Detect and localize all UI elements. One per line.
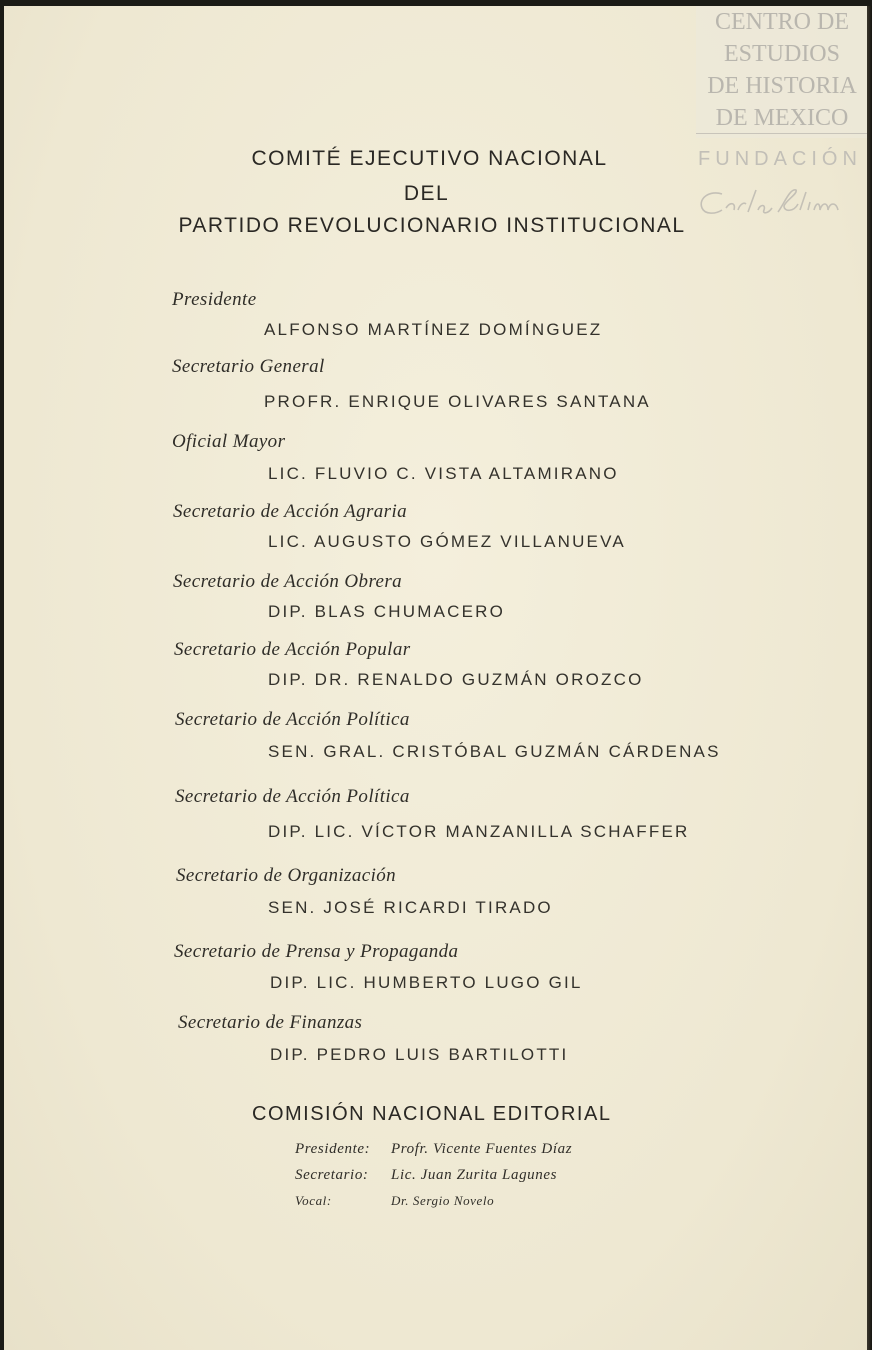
member-name: DIP. LIC. VÍCTOR MANZANILLA SCHAFFER <box>268 822 690 841</box>
watermark-line: DE HISTORIA <box>707 73 857 99</box>
role-label: Oficial Mayor <box>172 431 286 452</box>
watermark-line: CENTRO DE <box>715 9 849 35</box>
archive-watermark <box>696 6 868 138</box>
role-label: Secretario de Acción Popular <box>174 639 411 660</box>
member-name: DIP. DR. RENALDO GUZMÁN OROZCO <box>268 670 644 689</box>
editorial-heading: COMISIÓN NACIONAL EDITORIAL <box>252 1103 612 1125</box>
watermark-foundation: FUNDACIÓN <box>698 148 862 170</box>
editorial-row <box>295 1167 557 1184</box>
editorial-member: Dr. Sergio Novelo <box>391 1193 495 1208</box>
member-name: SEN. JOSÉ RICARDI TIRADO <box>268 898 553 917</box>
role-label: Secretario General <box>172 356 325 377</box>
member-name: SEN. GRAL. CRISTÓBAL GUZMÁN CÁRDENAS <box>268 742 721 761</box>
watermark-line: ESTUDIOS <box>723 41 840 67</box>
watermark-divider <box>696 133 868 134</box>
member-name: LIC. AUGUSTO GÓMEZ VILLANUEVA <box>268 532 626 551</box>
role-label: Secretario de Acción Política <box>175 786 410 807</box>
title-line-1: COMITÉ EJECUTIVO NACIONAL <box>251 147 608 170</box>
role-label: Presidente <box>172 289 257 310</box>
role-label: Secretario de Acción Agraria <box>173 501 408 522</box>
editorial-member: Profr. Vicente Fuentes Díaz <box>391 1141 573 1157</box>
role-label: Secretario de Finanzas <box>178 1012 363 1033</box>
editorial-role: Presidente: <box>295 1141 371 1157</box>
role-label: Secretario de Organización <box>176 865 397 886</box>
editorial-role: Secretario: <box>295 1167 369 1183</box>
member-name: ALFONSO MARTÍNEZ DOMÍNGUEZ <box>264 320 603 339</box>
title-line-3: PARTIDO REVOLUCIONARIO INSTITUCIONAL <box>178 214 686 237</box>
document-page <box>4 6 868 1350</box>
member-name: DIP. PEDRO LUIS BARTILOTTI <box>270 1045 569 1064</box>
role-label: Secretario de Prensa y Propaganda <box>174 941 459 962</box>
editorial-row <box>295 1193 494 1209</box>
role-label: Secretario de Acción Obrera <box>173 571 403 592</box>
member-name: DIP. BLAS CHUMACERO <box>268 602 506 621</box>
editorial-row <box>295 1141 572 1158</box>
member-name: LIC. FLUVIO C. VISTA ALTAMIRANO <box>268 464 619 483</box>
editorial-member: Lic. Juan Zurita Lagunes <box>391 1167 558 1183</box>
editorial-role: Vocal: <box>295 1193 332 1208</box>
title-line-2: DEL <box>403 182 450 205</box>
member-name: DIP. LIC. HUMBERTO LUGO GIL <box>270 973 583 992</box>
page-edge-shadow <box>867 6 872 1350</box>
member-name: PROFR. ENRIQUE OLIVARES SANTANA <box>264 392 651 411</box>
watermark-line: DE MEXICO <box>715 105 849 131</box>
role-label: Secretario de Acción Política <box>175 709 410 730</box>
